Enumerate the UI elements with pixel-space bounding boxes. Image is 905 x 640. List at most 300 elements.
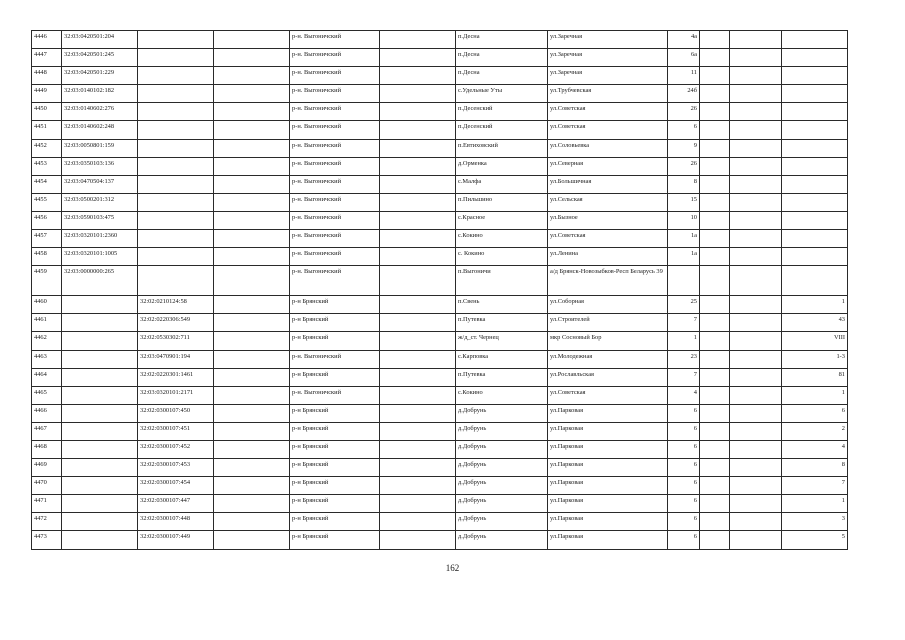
cell-settlement: д.Добрунь xyxy=(456,531,548,549)
cell-house-number xyxy=(668,266,700,296)
cell-settlement: д.Добрунь xyxy=(456,404,548,422)
cell-empty xyxy=(214,495,290,513)
cell-empty xyxy=(730,477,782,495)
table-row xyxy=(32,386,848,404)
cell-settlement: д.Добрунь xyxy=(456,495,548,513)
cell-settlement: д.Добрунь xyxy=(456,477,548,495)
cell-street: ул.Парковая xyxy=(548,422,668,440)
cell-apartment: 1 xyxy=(782,386,848,404)
cell-house-number: 6 xyxy=(668,459,700,477)
cell-cadastral-number xyxy=(62,531,138,549)
cell-empty xyxy=(214,139,290,157)
cell-house-number: 1а xyxy=(668,248,700,266)
cell-apartment xyxy=(782,121,848,139)
cell-street: ул.Заречная xyxy=(548,31,668,49)
cell-apartment xyxy=(782,103,848,121)
cell-empty xyxy=(214,31,290,49)
cell-empty xyxy=(380,175,456,193)
cell-street: ул.Парковая xyxy=(548,404,668,422)
cell-empty xyxy=(214,477,290,495)
cell-apartment: 3 xyxy=(782,513,848,531)
cell-street: ул.Парковая xyxy=(548,531,668,549)
cell-cadastral-number xyxy=(62,386,138,404)
cell-empty xyxy=(214,404,290,422)
cell-empty xyxy=(380,248,456,266)
cell-apartment xyxy=(782,175,848,193)
cell-empty xyxy=(380,422,456,440)
cell-empty xyxy=(380,350,456,368)
cell-house-number: 1а xyxy=(668,230,700,248)
cell-empty xyxy=(214,314,290,332)
cell-empty xyxy=(700,422,730,440)
cell-empty xyxy=(380,440,456,458)
cell-cadastral-number-alt xyxy=(138,211,214,229)
table-row xyxy=(32,513,848,531)
cell-cadastral-number: 32:03:0320101:2360 xyxy=(62,230,138,248)
cell-apartment: VIII xyxy=(782,332,848,350)
table-row xyxy=(32,230,848,248)
cell-empty xyxy=(380,459,456,477)
cell-district: р-н. Выгоничский xyxy=(290,139,380,157)
cell-empty xyxy=(380,67,456,85)
cell-district: р-н Брянский xyxy=(290,368,380,386)
cell-house-number: 6а xyxy=(668,49,700,67)
cell-cadastral-number xyxy=(62,440,138,458)
cell-cadastral-number xyxy=(62,422,138,440)
table-row xyxy=(32,314,848,332)
cell-record-number: 4453 xyxy=(32,157,62,175)
cell-cadastral-number xyxy=(62,350,138,368)
cell-empty xyxy=(730,49,782,67)
cell-empty xyxy=(380,368,456,386)
cell-empty xyxy=(730,404,782,422)
cell-record-number: 4459 xyxy=(32,266,62,296)
cell-empty xyxy=(214,531,290,549)
cell-empty xyxy=(380,121,456,139)
cell-house-number: 23 xyxy=(668,350,700,368)
cell-cadastral-number: 32:03:0470504:137 xyxy=(62,175,138,193)
cell-record-number: 4457 xyxy=(32,230,62,248)
cell-cadastral-number: 32:03:0000000:265 xyxy=(62,266,138,296)
cell-district: р-н Брянский xyxy=(290,513,380,531)
cell-record-number: 4458 xyxy=(32,248,62,266)
cell-house-number: 4 xyxy=(668,386,700,404)
cell-empty xyxy=(700,332,730,350)
cell-cadastral-number-alt xyxy=(138,157,214,175)
cell-cadastral-number-alt: 32:03:0320101:2171 xyxy=(138,386,214,404)
cell-district: р-н. Выгоничский xyxy=(290,193,380,211)
cell-record-number: 4454 xyxy=(32,175,62,193)
cell-settlement: п.Евтиховский xyxy=(456,139,548,157)
cell-house-number: 6 xyxy=(668,404,700,422)
cell-street: ул.Заречная xyxy=(548,67,668,85)
cell-empty xyxy=(730,386,782,404)
cell-empty xyxy=(700,440,730,458)
cell-district: р-н. Выгоничский xyxy=(290,248,380,266)
table-row xyxy=(32,103,848,121)
cell-empty xyxy=(700,211,730,229)
cell-empty xyxy=(214,193,290,211)
cell-empty xyxy=(214,85,290,103)
cell-empty xyxy=(214,440,290,458)
cell-house-number: 4а xyxy=(668,31,700,49)
table-row xyxy=(32,368,848,386)
cell-empty xyxy=(380,332,456,350)
cell-cadastral-number-alt xyxy=(138,248,214,266)
cell-record-number: 4447 xyxy=(32,49,62,67)
cell-record-number: 4460 xyxy=(32,296,62,314)
cell-cadastral-number-alt: 32:02:0300107:448 xyxy=(138,513,214,531)
cell-cadastral-number xyxy=(62,513,138,531)
cell-district: р-н Брянский xyxy=(290,422,380,440)
cell-settlement: д.Добрунь xyxy=(456,513,548,531)
cell-street: ул.Заречная xyxy=(548,49,668,67)
cell-street: ул.Соборная xyxy=(548,296,668,314)
cell-empty xyxy=(214,248,290,266)
cell-empty xyxy=(380,404,456,422)
cell-empty xyxy=(214,49,290,67)
cell-cadastral-number: 32:03:0140102:182 xyxy=(62,85,138,103)
cell-street: ул.Парковая xyxy=(548,495,668,513)
cell-house-number: 8 xyxy=(668,175,700,193)
cell-settlement: п.Путевка xyxy=(456,368,548,386)
cell-cadastral-number: 32:03:0420501:245 xyxy=(62,49,138,67)
cell-empty xyxy=(730,157,782,175)
cell-apartment: 5 xyxy=(782,531,848,549)
cell-cadastral-number: 32:03:0500201:312 xyxy=(62,193,138,211)
cell-street: ул.Рославльская xyxy=(548,368,668,386)
cell-empty xyxy=(730,350,782,368)
cell-street: ул.Строителей xyxy=(548,314,668,332)
cell-cadastral-number: 32:03:0590103:475 xyxy=(62,211,138,229)
cell-record-number: 4462 xyxy=(32,332,62,350)
cell-settlement: с.Карповка xyxy=(456,350,548,368)
cell-empty xyxy=(730,314,782,332)
cell-settlement: п.Десна xyxy=(456,31,548,49)
cell-house-number: 11 xyxy=(668,67,700,85)
cell-empty xyxy=(380,157,456,175)
cell-empty xyxy=(700,531,730,549)
cell-street: ул.Парковая xyxy=(548,513,668,531)
cell-record-number: 4465 xyxy=(32,386,62,404)
cell-settlement: п.Пильшино xyxy=(456,193,548,211)
table-row xyxy=(32,67,848,85)
cell-empty xyxy=(214,266,290,296)
cell-cadastral-number xyxy=(62,332,138,350)
table-row xyxy=(32,121,848,139)
cell-cadastral-number xyxy=(62,368,138,386)
cell-empty xyxy=(700,386,730,404)
cell-empty xyxy=(700,31,730,49)
table-row xyxy=(32,296,848,314)
cell-empty xyxy=(380,296,456,314)
cell-empty xyxy=(214,332,290,350)
cell-settlement: п.Десна xyxy=(456,67,548,85)
cell-cadastral-number-alt: 32:02:0220306:549 xyxy=(138,314,214,332)
cell-district: р-н Брянский xyxy=(290,296,380,314)
cell-record-number: 4467 xyxy=(32,422,62,440)
cell-settlement: п.Десенский xyxy=(456,103,548,121)
cell-record-number: 4450 xyxy=(32,103,62,121)
cell-empty xyxy=(700,85,730,103)
cell-apartment xyxy=(782,49,848,67)
table-row xyxy=(32,157,848,175)
cell-empty xyxy=(730,248,782,266)
cell-street: ул.Советская xyxy=(548,230,668,248)
cell-empty xyxy=(380,85,456,103)
table-row xyxy=(32,422,848,440)
cell-apartment: 4 xyxy=(782,440,848,458)
cell-district: р-н. Выгоничский xyxy=(290,350,380,368)
cell-apartment: 6 xyxy=(782,404,848,422)
cell-settlement: с.Малфа xyxy=(456,175,548,193)
cell-empty xyxy=(730,175,782,193)
cell-cadastral-number-alt: 32:02:0210124:58 xyxy=(138,296,214,314)
cell-record-number: 4456 xyxy=(32,211,62,229)
cell-district: р-н Брянский xyxy=(290,495,380,513)
cell-street: ул.Ленина xyxy=(548,248,668,266)
table-row xyxy=(32,139,848,157)
cell-empty xyxy=(214,67,290,85)
cell-cadastral-number-alt: 32:02:0300107:454 xyxy=(138,477,214,495)
table-row xyxy=(32,459,848,477)
cell-house-number: 6 xyxy=(668,513,700,531)
cell-empty xyxy=(730,531,782,549)
cell-district: р-н. Выгоничский xyxy=(290,85,380,103)
cell-record-number: 4468 xyxy=(32,440,62,458)
table-row xyxy=(32,49,848,67)
cell-street: ул.Парковая xyxy=(548,477,668,495)
cell-empty xyxy=(214,422,290,440)
cell-settlement: с.Кокино xyxy=(456,230,548,248)
cell-empty xyxy=(730,368,782,386)
cell-settlement: п.Путевка xyxy=(456,314,548,332)
cell-cadastral-number-alt xyxy=(138,67,214,85)
cell-empty xyxy=(380,495,456,513)
cell-cadastral-number: 32:03:0140602:248 xyxy=(62,121,138,139)
table-row xyxy=(32,175,848,193)
cell-empty xyxy=(700,368,730,386)
cell-street: ул.Трубчевская xyxy=(548,85,668,103)
table-row xyxy=(32,332,848,350)
cell-empty xyxy=(700,175,730,193)
cell-cadastral-number-alt: 32:03:0470901:194 xyxy=(138,350,214,368)
cell-house-number: 7 xyxy=(668,314,700,332)
cell-empty xyxy=(380,211,456,229)
table-row xyxy=(32,495,848,513)
table-row xyxy=(32,350,848,368)
cell-cadastral-number: 32:03:0320101:1005 xyxy=(62,248,138,266)
cell-house-number: 24б xyxy=(668,85,700,103)
cell-empty xyxy=(730,459,782,477)
cell-district: р-н. Выгоничский xyxy=(290,67,380,85)
cell-empty xyxy=(700,67,730,85)
cell-record-number: 4449 xyxy=(32,85,62,103)
cell-cadastral-number-alt: 32:02:0300107:452 xyxy=(138,440,214,458)
cell-empty xyxy=(380,230,456,248)
cell-apartment xyxy=(782,248,848,266)
cell-empty xyxy=(214,121,290,139)
cell-empty xyxy=(380,193,456,211)
cell-settlement: д.Орменка xyxy=(456,157,548,175)
cell-settlement: п.Свень xyxy=(456,296,548,314)
cell-empty xyxy=(380,49,456,67)
cell-apartment xyxy=(782,266,848,296)
table-row xyxy=(32,211,848,229)
cell-cadastral-number: 32:03:0350103:136 xyxy=(62,157,138,175)
cell-street: ул.Северная xyxy=(548,157,668,175)
cell-cadastral-number-alt: 32:02:0300107:451 xyxy=(138,422,214,440)
cell-apartment: 81 xyxy=(782,368,848,386)
cell-empty xyxy=(380,103,456,121)
cell-empty xyxy=(700,248,730,266)
cell-empty xyxy=(730,495,782,513)
cell-cadastral-number-alt xyxy=(138,193,214,211)
cell-apartment: 7 xyxy=(782,477,848,495)
cell-cadastral-number xyxy=(62,314,138,332)
cell-cadastral-number-alt xyxy=(138,31,214,49)
cell-street: мкр Сосновый Бор xyxy=(548,332,668,350)
cell-cadastral-number-alt xyxy=(138,121,214,139)
cell-settlement: с.Красное xyxy=(456,211,548,229)
cell-house-number: 6 xyxy=(668,440,700,458)
cell-apartment xyxy=(782,67,848,85)
cell-empty xyxy=(380,139,456,157)
cell-empty xyxy=(214,368,290,386)
cell-cadastral-number-alt xyxy=(138,175,214,193)
cell-district: р-н. Выгоничский xyxy=(290,386,380,404)
cell-empty xyxy=(730,296,782,314)
cell-apartment: 1 xyxy=(782,495,848,513)
cell-cadastral-number-alt xyxy=(138,230,214,248)
cell-empty xyxy=(214,459,290,477)
cell-apartment xyxy=(782,230,848,248)
cell-house-number: 15 xyxy=(668,193,700,211)
cell-record-number: 4451 xyxy=(32,121,62,139)
cell-settlement: с.Удельные Уты xyxy=(456,85,548,103)
cell-district: р-н Брянский xyxy=(290,477,380,495)
cell-house-number: 10 xyxy=(668,211,700,229)
cell-cadastral-number xyxy=(62,404,138,422)
cell-empty xyxy=(730,67,782,85)
cell-empty xyxy=(730,193,782,211)
cell-district: р-н. Выгоничский xyxy=(290,230,380,248)
cell-house-number: 26 xyxy=(668,157,700,175)
cell-cadastral-number xyxy=(62,477,138,495)
cell-record-number: 4461 xyxy=(32,314,62,332)
cell-cadastral-number-alt xyxy=(138,103,214,121)
cell-district: р-н Брянский xyxy=(290,314,380,332)
cell-apartment: 1 xyxy=(782,296,848,314)
cell-district: р-н. Выгоничский xyxy=(290,175,380,193)
cell-district: р-н Брянский xyxy=(290,531,380,549)
cell-street: ул.Большичная xyxy=(548,175,668,193)
cell-empty xyxy=(700,495,730,513)
cell-street: ул.Бызное xyxy=(548,211,668,229)
cell-house-number: 26 xyxy=(668,103,700,121)
cell-settlement: д.Добрунь xyxy=(456,422,548,440)
cell-empty xyxy=(380,477,456,495)
cell-apartment xyxy=(782,139,848,157)
cell-district: р-н Брянский xyxy=(290,404,380,422)
cell-record-number: 4455 xyxy=(32,193,62,211)
cell-street: ул.Парковая xyxy=(548,459,668,477)
cell-empty xyxy=(700,121,730,139)
cell-cadastral-number xyxy=(62,459,138,477)
cell-cadastral-number: 32:03:0140602:276 xyxy=(62,103,138,121)
cell-apartment xyxy=(782,157,848,175)
cell-cadastral-number-alt: 32:02:0220301:1461 xyxy=(138,368,214,386)
cell-empty xyxy=(380,266,456,296)
cell-settlement: с. Кокино xyxy=(456,248,548,266)
cell-record-number: 4446 xyxy=(32,31,62,49)
cell-empty xyxy=(700,139,730,157)
cell-district: р-н. Выгоничский xyxy=(290,103,380,121)
cell-house-number: 6 xyxy=(668,121,700,139)
cell-street: ул.Советская xyxy=(548,121,668,139)
cell-street: ул.Парковая xyxy=(548,440,668,458)
cell-cadastral-number-alt: 32:02:0300107:450 xyxy=(138,404,214,422)
cell-record-number: 4452 xyxy=(32,139,62,157)
table-row xyxy=(32,531,848,549)
cell-empty xyxy=(380,314,456,332)
cell-empty xyxy=(730,121,782,139)
cell-record-number: 4448 xyxy=(32,67,62,85)
cell-settlement: с.Кокино xyxy=(456,386,548,404)
cell-record-number: 4471 xyxy=(32,495,62,513)
cell-apartment xyxy=(782,85,848,103)
table-row xyxy=(32,193,848,211)
table-row xyxy=(32,477,848,495)
cell-empty xyxy=(730,266,782,296)
cell-empty xyxy=(730,211,782,229)
cell-apartment: 1-3 xyxy=(782,350,848,368)
cell-record-number: 4472 xyxy=(32,513,62,531)
cell-apartment xyxy=(782,211,848,229)
cell-cadastral-number-alt xyxy=(138,139,214,157)
cell-apartment xyxy=(782,31,848,49)
cell-district: р-н. Выгоничский xyxy=(290,121,380,139)
cell-cadastral-number-alt: 32:02:0300107:453 xyxy=(138,459,214,477)
table-body xyxy=(32,31,848,550)
cell-empty xyxy=(700,103,730,121)
cell-empty xyxy=(700,513,730,531)
cell-record-number: 4469 xyxy=(32,459,62,477)
cell-district: р-н. Выгоничский xyxy=(290,49,380,67)
cell-house-number: 7 xyxy=(668,368,700,386)
cell-empty xyxy=(730,103,782,121)
cell-empty xyxy=(700,350,730,368)
cell-empty xyxy=(214,230,290,248)
cell-district: р-н. Выгоничский xyxy=(290,157,380,175)
cell-cadastral-number-alt: 32:02:0530302:711 xyxy=(138,332,214,350)
cell-cadastral-number: 32:03:0420501:204 xyxy=(62,31,138,49)
table-row xyxy=(32,31,848,49)
cell-district: р-н. Выгоничский xyxy=(290,31,380,49)
cell-empty xyxy=(214,157,290,175)
cell-empty xyxy=(730,513,782,531)
table-row xyxy=(32,85,848,103)
cell-empty xyxy=(700,459,730,477)
cell-empty xyxy=(214,211,290,229)
cell-street: ул.Молодежная xyxy=(548,350,668,368)
cell-settlement: п.Выгоничи xyxy=(456,266,548,296)
cell-street: ул.Соловьевка xyxy=(548,139,668,157)
cell-settlement: д.Добрунь xyxy=(456,459,548,477)
cell-settlement: п.Десна xyxy=(456,49,548,67)
cell-empty xyxy=(700,404,730,422)
cell-house-number: 6 xyxy=(668,477,700,495)
